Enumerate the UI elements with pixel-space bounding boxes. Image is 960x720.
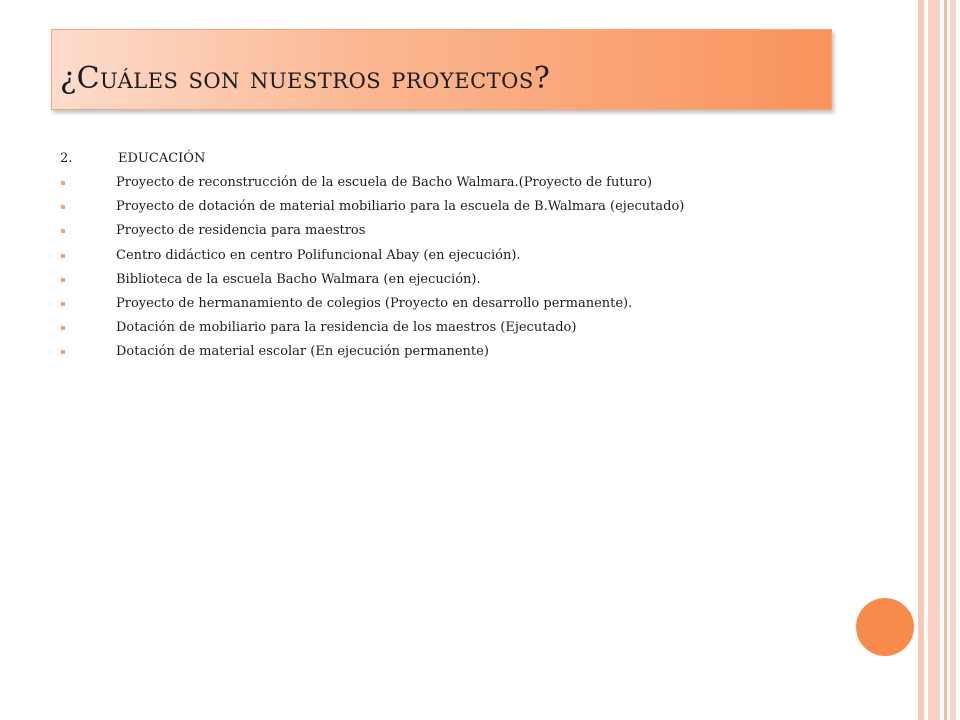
section-heading [60, 150, 684, 168]
bullet-icon [61, 302, 65, 306]
item-text: Proyecto de reconstrucción de la escuela de Bacho Walmara.(Proyecto de futuro) [116, 175, 653, 190]
stripe [928, 0, 940, 720]
list-item [60, 222, 684, 246]
slide-content [60, 150, 684, 368]
list-item [60, 174, 684, 198]
stripe [944, 0, 947, 720]
item-text: Dotación de material escolar (En ejecución permanente) [116, 344, 489, 360]
list-item [60, 247, 684, 271]
decorative-circle-icon [856, 598, 914, 656]
list-item [60, 295, 684, 319]
project-list [60, 174, 684, 368]
list-item [60, 319, 684, 343]
section-title: EDUCACIÓN [118, 151, 206, 166]
item-text: Centro didáctico en centro Polifuncional Abay (en ejecución). [116, 247, 521, 263]
slide-title: ¿Cuáles son nuestros proyectos? [60, 61, 551, 96]
list-item [60, 198, 684, 222]
item-text: Proyecto de hermanamiento de colegios (Proyecto en desarrollo permanente). [116, 295, 633, 311]
bullet-icon [61, 254, 65, 258]
item-text: Biblioteca de la escuela Bacho Walmara (en ejecución). [116, 271, 481, 287]
stripe [918, 0, 924, 720]
item-text: Dotación de mobiliario para la residencia de los maestros (Ejecutado) [116, 320, 577, 336]
stripe [950, 0, 956, 720]
bullet-icon [61, 278, 65, 282]
bullet-icon [61, 350, 65, 354]
title-box [51, 29, 832, 110]
bullet-icon [61, 229, 65, 233]
bullet-icon [61, 181, 65, 185]
decorative-stripes [918, 0, 960, 720]
item-text: Proyecto de residencia para maestros [116, 223, 366, 239]
bullet-icon [61, 326, 65, 330]
item-text: Proyecto de dotación de material mobiliario para la escuela de B.Walmara (ejecutado) [116, 199, 685, 215]
bullet-icon [61, 205, 65, 209]
section-number: 2. [60, 151, 73, 166]
list-item [60, 343, 684, 367]
list-item [60, 271, 684, 295]
